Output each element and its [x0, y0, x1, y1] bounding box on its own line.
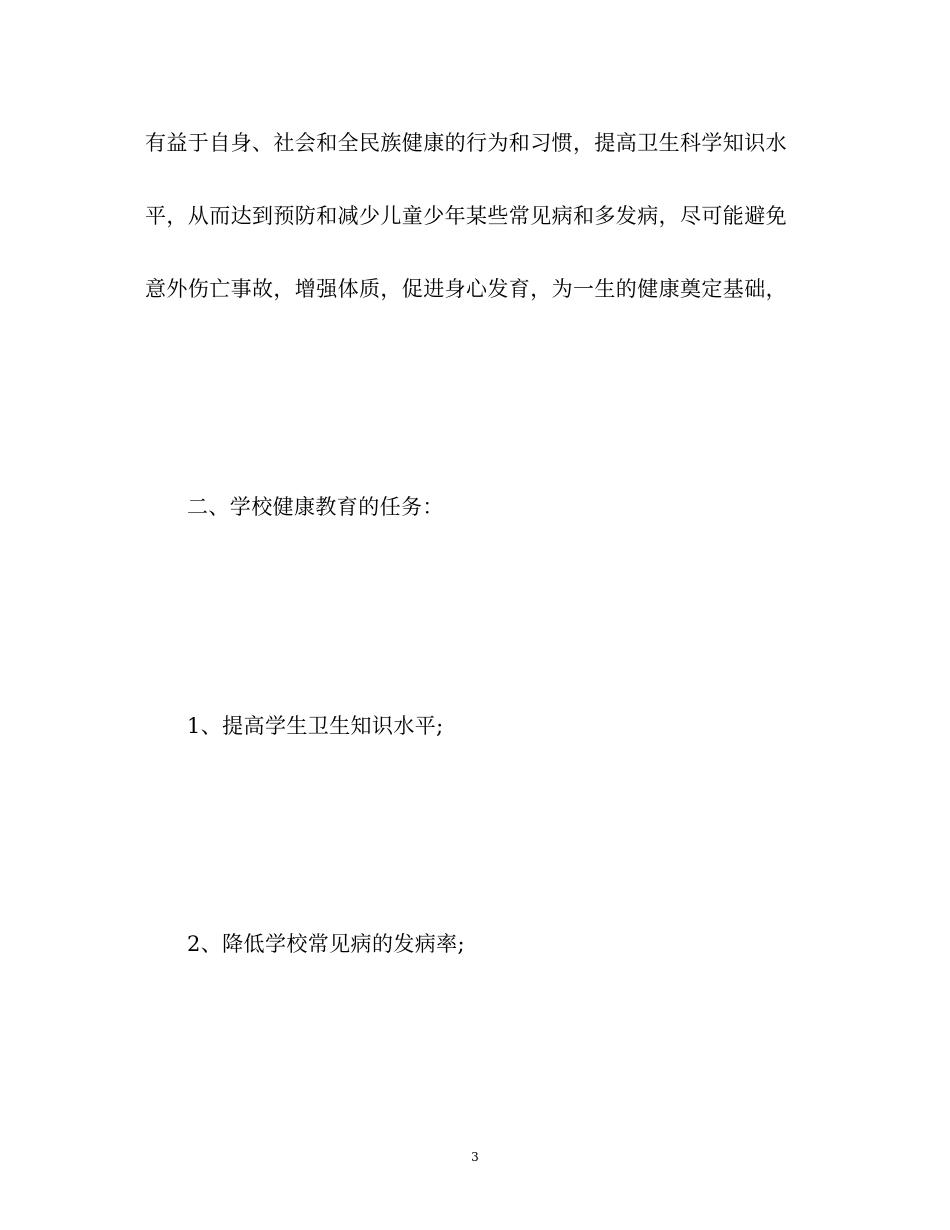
page-number: 3 — [471, 1150, 479, 1164]
paragraph-line-3: 意外伤亡事故，增强体质，促进身心发育，为一生的健康奠定基础， — [145, 277, 787, 301]
list-item-1: 1、提高学生卫生知识水平; — [187, 714, 444, 738]
paragraph-line-2: 平，从而达到预防和减少儿童少年某些常见病和多发病，尽可能避免 — [145, 204, 787, 228]
list-item-2: 2、降低学校常见病的发病率; — [187, 932, 466, 956]
section-heading: 二、学校健康教育的任务： — [187, 495, 444, 519]
paragraph-line-1: 有益于自身、社会和全民族健康的行为和习惯，提高卫生科学知识水 — [145, 131, 787, 155]
